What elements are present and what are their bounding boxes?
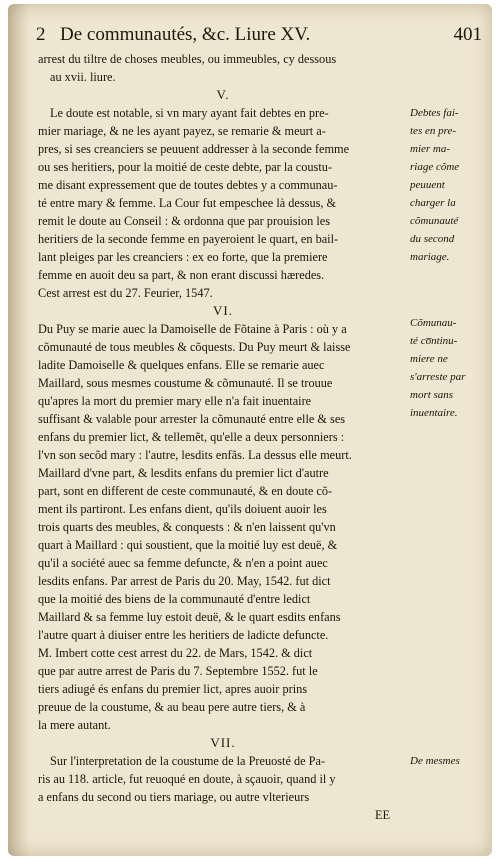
marginal-note-same: [410, 752, 490, 770]
text-line: mier mariage, & ne les ayant payez, se remarie & meurt a-: [38, 124, 326, 138]
text-line: Sur l'interpretation de la coustume de la Preuosté de Pa-: [50, 754, 326, 768]
text-line: lesdits enfans. Par arrest de Paris du 20. May, 1542. fut dict: [38, 574, 331, 588]
margin-line: riage cõme: [410, 161, 460, 173]
folio-number: 401: [453, 24, 482, 45]
running-header: [36, 24, 484, 46]
margin-line: charger la: [410, 197, 456, 209]
text-line: suffisant & valable pour arrester la cõmunauté entre elle & ses: [38, 412, 346, 426]
main-text: [38, 50, 408, 824]
text-line: que la moitié des biens de la communauté d'entre ledict: [38, 592, 311, 606]
text-line: M. Imbert cotte cest arrest du 22. de Mars, 1542. & dict: [38, 646, 313, 660]
text-line: la mere autant.: [38, 718, 111, 732]
text-line: Maillard, sous mesmes coustume & cõmunauté. Il se trouue: [38, 376, 333, 390]
margin-line: Cõmunau-: [410, 317, 457, 329]
margin-line: Debtes fai-: [410, 107, 459, 119]
margin-line: du second: [410, 233, 455, 245]
margin-line: té co̅ntinu-: [410, 335, 458, 347]
text-line: ment ils partiront. Les enfans dient, qu'ils doiuent auoir les: [38, 502, 327, 516]
book-page: [8, 4, 492, 856]
text-line: Maillard & sa femme luy estoit deuë, & le quart esdits enfans: [38, 610, 341, 624]
margin-line: s'arreste par: [410, 371, 466, 383]
section-heading-5: V.: [216, 87, 230, 102]
text-line: me disant expressement que de toutes debtes y a communau-: [38, 178, 338, 192]
margin-line: tes en pre-: [410, 125, 457, 137]
section-heading-6: VI.: [213, 303, 233, 318]
running-title: De communautés, &c. Liure XV.: [60, 24, 311, 45]
marginal-note-debts: [410, 104, 490, 266]
text-line: part, sont en different de ceste communauté, & en doute cõ-: [38, 484, 333, 498]
marginal-note-community: [410, 314, 490, 422]
margin-line: mier ma-: [410, 143, 451, 155]
text-line: au xvii. liure.: [50, 70, 116, 84]
text-line: qu'il a société auec sa femme defuncte, & n'en a point auec: [38, 556, 328, 570]
text-line: femme en auoit deu sa part, & non erant discussi hæredes.: [38, 268, 325, 282]
text-line: remit le doute au Conseil : & ordonna que par prouision les: [38, 214, 330, 228]
text-line: l'vn son secõd mary : l'autre, lesdits enfãs. La dessus elle meurt.: [38, 448, 352, 462]
text-line: pres, si ses creanciers se peuuent addresser à la seconde femme: [38, 142, 350, 156]
text-line: Le doute est notable, si vn mary ayant fait debtes en pre-: [50, 106, 329, 120]
margin-line: mort sans: [410, 389, 454, 401]
text-line: lant pleiges par les creanciers : ex eo forte, que la premiere: [38, 250, 328, 264]
margin-line: miere ne: [410, 353, 448, 365]
text-line: preuue de la coustume, & au beau pere autre tiers, & à: [38, 700, 306, 714]
margin-line: peuuent: [410, 179, 445, 191]
text-line: qu'apres la mort du premier mary elle n'a fait inuentaire: [38, 394, 312, 408]
text-line: Maillard d'vne part, & lesdits enfans du premier lict d'autre: [38, 466, 329, 480]
text-line: heritiers de la seconde femme en payeroient le quart, en bail-: [38, 232, 339, 246]
text-line: tiers adiugé és enfans du premier lict, apres auoir prins: [38, 682, 308, 696]
margin-line: De mesmes: [410, 755, 460, 767]
text-line: trois quarts des meubles, & conquests : & n'en laissent qu'vn: [38, 520, 336, 534]
text-line: l'autre quart à diuiser entre les heritiers de ladicte defuncte.: [38, 628, 329, 642]
text-line: quart à Maillard : qui soustient, que la moitié luy est deuë, &: [38, 538, 338, 552]
text-line: a enfans du second ou tiers mariage, ou autre vlterieurs: [38, 790, 310, 804]
text-line: ou ses heritiers, pour la moitié de ceste debte, par la coustu-: [38, 160, 333, 174]
catchword: EE: [374, 808, 390, 822]
margin-line: inuentaire.: [410, 407, 458, 419]
text-line: cõmunauté de tous meubles & cõquests. Du Puy meurt & laisse: [38, 340, 351, 354]
section-heading-7: VII.: [210, 735, 236, 750]
text-line: arrest du tiltre de choses meubles, ou immeubles, cy dessous: [38, 52, 337, 66]
text-line: té entre mary & femme. La Cour fut empeschee là dessus, &: [38, 196, 337, 210]
text-line: ladite Damoiselle & quelques enfans. Elle se remarie auec: [38, 358, 325, 372]
text-line: Cest arrest est du 27. Feurier, 1547.: [38, 286, 213, 300]
text-line: Du Puy se marie auec la Damoiselle de Fõtaine à Paris : où y a: [38, 322, 347, 336]
text-line: ris au 118. article, fut reuoqué en doute, à sçauoir, quand il y: [38, 772, 336, 786]
text-line: que par autre arrest de Paris du 7. Septembre 1552. fut le: [38, 664, 318, 678]
margin-line: mariage.: [410, 251, 450, 263]
margin-line: cõmunauté: [410, 215, 459, 227]
page-number: 2: [36, 24, 46, 45]
text-line: enfans du premier lict, & tellemẽt, qu'elle a deux personniers :: [38, 430, 345, 444]
